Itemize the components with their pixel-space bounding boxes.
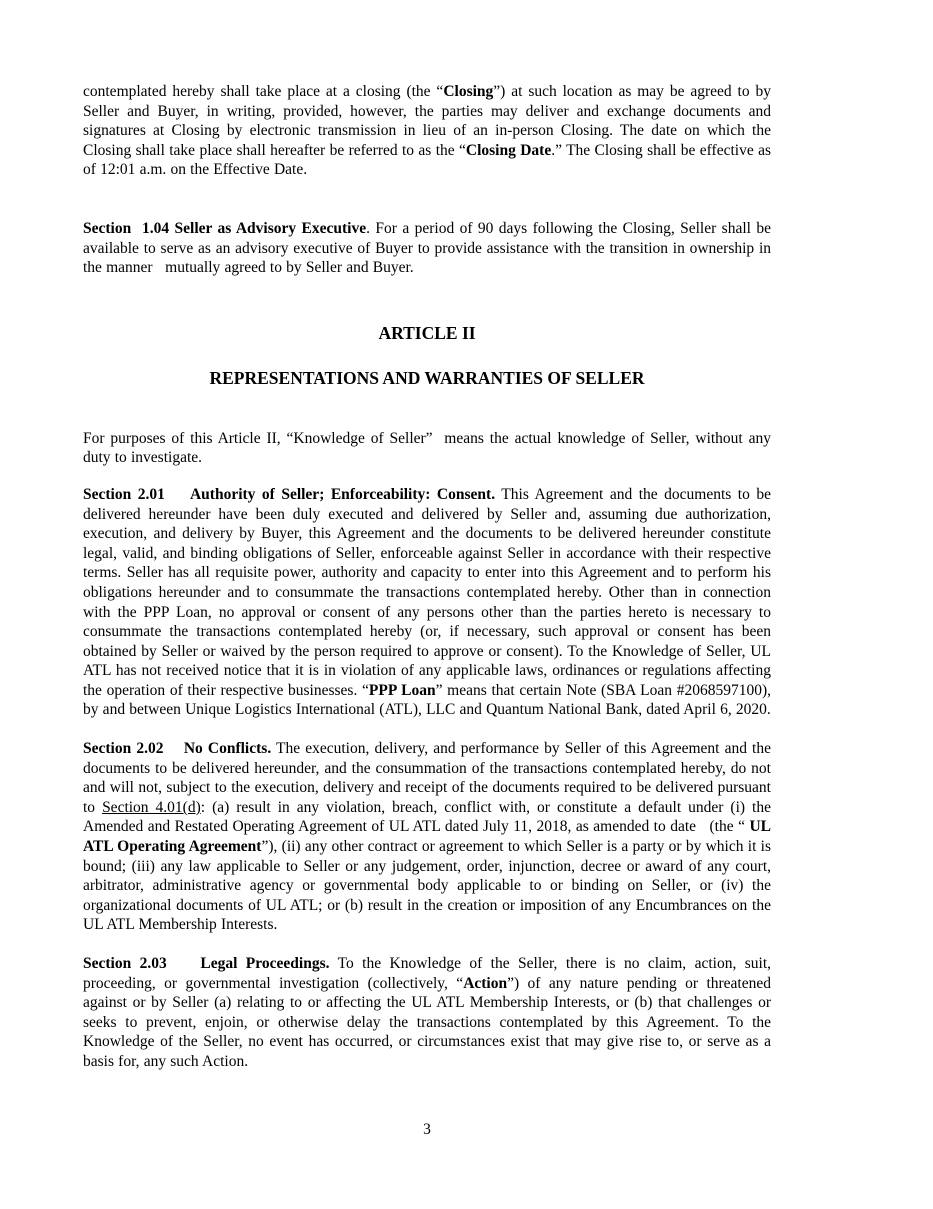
text-run: : (a) result in any violation, breach, conflict with, or constitute a default under (i) the Amended and Restated Operating Agreement of UL ATL dated July 11, 2018, as amended to date (the “ xyxy=(83,798,771,836)
page-number: 3 xyxy=(423,1121,431,1138)
text-run: The execution, delivery, and performance by Seller of this Agreement and the documents to be delivered hereunder, and the consummation of the transactions contemplated hereby, do not and will not, subject to the execution, delivery and receipt of the documents required to be delivered pursuant to xyxy=(83,740,771,816)
knowledge-of-seller-paragraph xyxy=(83,429,771,468)
underlined-cross-reference: Section 4.01(d) xyxy=(102,798,201,816)
bold-term: Section 2.03 Legal Proceedings. xyxy=(83,955,330,972)
text-run: ” means that certain Note (SBA Loan #2068597100), by and between Unique Logistics International (ATL), LLC and Quantum National Bank, dated April 6, 2020. xyxy=(83,681,771,719)
warranties-heading xyxy=(83,367,771,389)
bold-term: ARTICLE II xyxy=(378,322,476,343)
text-run: ”) of any nature pending or threatened against or by Seller (a) relating to or affecting the UL ATL Membership Interests, or (b) that challenges or seeks to prevent, enjoin, or otherwise delay the transactions contemplated by this Agreement. To the Knowledge of the Seller, no event has occurred, or circumstances exist that may give rise to, or serve as a basis for, any such Action. xyxy=(83,974,771,1070)
text-run: ”), (ii) any other contract or agreement to which Seller is a party or by which it is bound; (iii) any law applicable to Seller or any judgement, order, injunction, decree or award of any court, arbitrator, administrative agency or governmental body applicable to or binding on Seller, or (iv) the organizational documents of UL ATL; or (b) result in the creation or imposition of any Encumbrances on the UL ATL Membership Interests. xyxy=(83,838,771,934)
text-run: This Agreement and the documents to be delivered hereunder have been duly executed and delivered by Seller and, assuming due authorization, execution, and delivery by Buyer, this Agreement and the documents to be delivered hereunder constitute legal, valid, and binding obligations of Seller, enforceable against Seller in accordance with their respective terms. Seller has all requisite power, authority and capacity to enter into this Agreement and to perform his obligations hereunder and to consummate the transactions contemplated hereby. Other than in connection with the PPP Loan, no approval or consent of any persons other than the parties hereto is necessary to consummate the transactions contemplated hereby (or, if necessary, such approval or consent has been obtained by Seller or waived by the person required to approve or consent). To the Knowledge of Seller, UL ATL has not received notice that it is in violation of any applicable laws, ordinances or regulations affecting the operation of their respective businesses. “ xyxy=(83,485,771,699)
section-2-02-paragraph xyxy=(83,739,771,935)
text-run: contemplated hereby shall take place at a closing (the “ xyxy=(83,83,444,100)
document-content xyxy=(83,82,771,1072)
section-1-04-paragraph xyxy=(83,219,771,278)
bold-term: Action xyxy=(463,974,508,992)
bold-term: PPP Loan xyxy=(368,681,436,699)
bold-term: UL ATL Operating Agreement xyxy=(83,818,771,856)
bold-term: Section 2.02 No Conflicts. xyxy=(83,740,272,758)
text-run: .” The Closing shall be effective as of 12:01 a.m. on the Effective Date. xyxy=(83,141,771,179)
section-2-03-paragraph xyxy=(83,954,771,1072)
section-2-01-paragraph xyxy=(83,485,771,720)
article-ii-heading xyxy=(83,322,771,344)
bold-term: Section 1.04 Seller as Advisory Executive xyxy=(83,219,367,237)
bold-term: Closing Date xyxy=(465,141,552,159)
closing-continuation-paragraph xyxy=(83,82,771,180)
text-run: For purposes of this Article II, “Knowledge of Seller” means the actual knowledge of Seller, without any duty to investigate. xyxy=(83,429,771,467)
text-run: To the Knowledge of the Seller, there is no claim, action, suit, proceeding, or governmental investigation (collectively, “ xyxy=(83,955,772,992)
bold-term: Closing xyxy=(443,83,494,100)
text-run: . For a period of 90 days following the Closing, Seller shall be available to serve as an advisory executive of Buyer to provide assistance with the transition in ownership in the manner mutually agreed to by Seller and Buyer. xyxy=(83,219,771,277)
bold-term: REPRESENTATIONS AND WARRANTIES OF SELLER xyxy=(209,367,645,388)
bold-term: Section 2.01 Authority of Seller; Enforceability: Consent. xyxy=(83,485,496,503)
text-run: ”) at such location as may be agreed to by Seller and Buyer, in writing, provided, however, the parties may deliver and exchange documents and signatures at Closing by electronic transmission in lieu of an in-person Closing. The date on which the Closing shall take place shall hereafter be referred to as the “ xyxy=(83,83,771,159)
